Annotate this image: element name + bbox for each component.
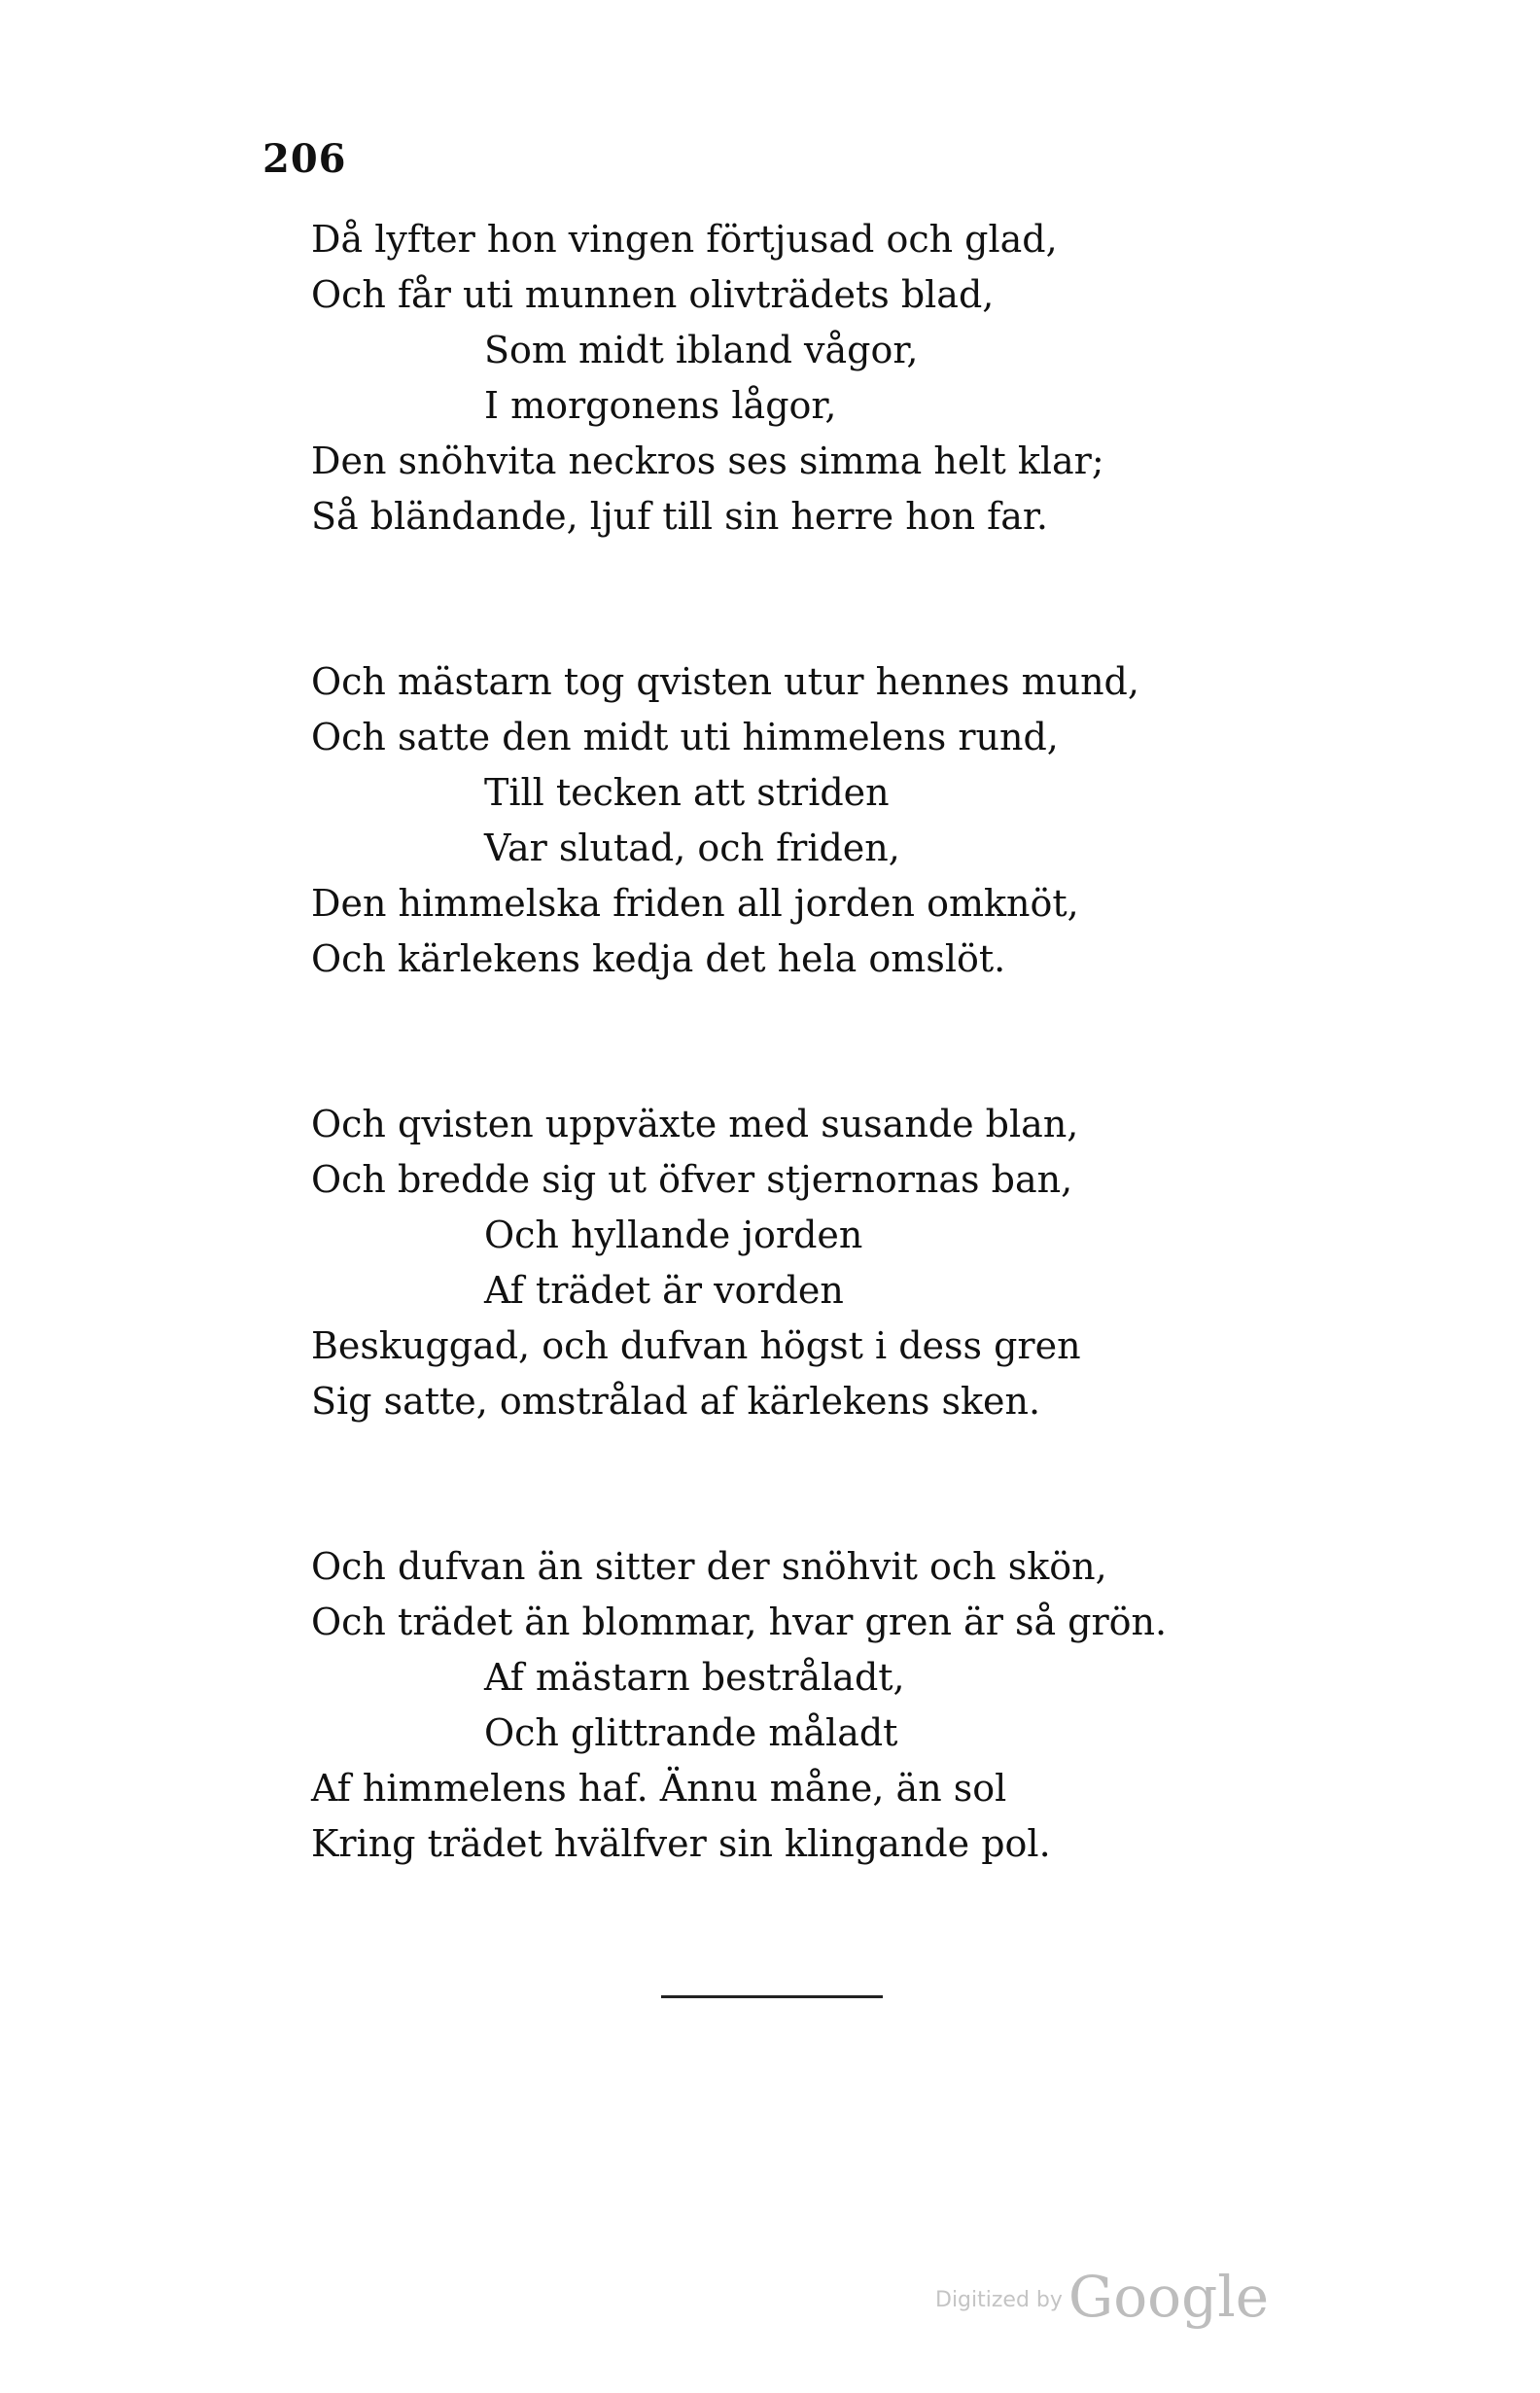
poem-line: Så bländande, ljuf till sin herre hon far. — [311, 495, 1048, 538]
poem-line: Och bredde sig ut öfver stjernornas ban, — [311, 1158, 1073, 1201]
stanza-3 — [311, 1097, 1283, 1429]
poem-line: Och mästarn tog qvisten utur hennes mund, — [311, 660, 1139, 703]
poem-line: Af trädet är vorden — [484, 1269, 844, 1312]
poem-line: Beskuggad, och dufvan högst i dess gren — [311, 1324, 1081, 1367]
poem-line: Då lyfter hon vingen förtjusad och glad, — [311, 218, 1058, 261]
poem-line: Den himmelska friden all jorden omknöt, — [311, 882, 1079, 925]
page-number: 206 — [262, 136, 347, 182]
poem-body — [311, 212, 1283, 1982]
poem-line: Kring trädet hvälfver sin klingande pol. — [311, 1822, 1051, 1865]
poem-line: I morgonens lågor, — [484, 384, 837, 427]
stanza-1 — [311, 212, 1283, 545]
poem-line: Och dufvan än sitter der snöhvit och skön, — [311, 1545, 1107, 1588]
poem-line: Och satte den midt uti himmelens rund, — [311, 716, 1059, 758]
stanza-4 — [311, 1539, 1283, 1872]
poem-line: Var slutad, och friden, — [484, 827, 900, 869]
poem-line: Sig satte, omstrålad af kärlekens sken. — [311, 1380, 1041, 1423]
poem-line: Och glittrande måladt — [484, 1711, 898, 1754]
poem-line: Och får uti munnen olivträdets blad, — [311, 273, 995, 316]
poem-line: Af himmelens haf. Ännu måne, än sol — [311, 1767, 1007, 1810]
poem-line: Som midt ibland vågor, — [484, 329, 919, 371]
end-rule-divider — [661, 1995, 883, 1998]
stanza-2 — [311, 654, 1283, 987]
poem-line: Den snöhvita neckros ses simma helt klar; — [311, 440, 1104, 482]
watermark-brand-logo: Google — [1068, 2264, 1270, 2330]
poem-line: Och kärlekens kedja det hela omslöt. — [311, 937, 1006, 980]
poem-line: Och qvisten uppväxte med susande blan, — [311, 1103, 1079, 1145]
poem-line: Och hyllande jorden — [484, 1214, 863, 1256]
digitized-watermark — [935, 2264, 1269, 2330]
poem-line: Af mästarn bestråladt, — [484, 1656, 905, 1699]
poem-line: Och trädet än blommar, hvar gren är så grön. — [311, 1601, 1168, 1643]
poem-line: Till tecken att striden — [484, 771, 890, 814]
watermark-prefix: Digitized by — [935, 2288, 1063, 2312]
